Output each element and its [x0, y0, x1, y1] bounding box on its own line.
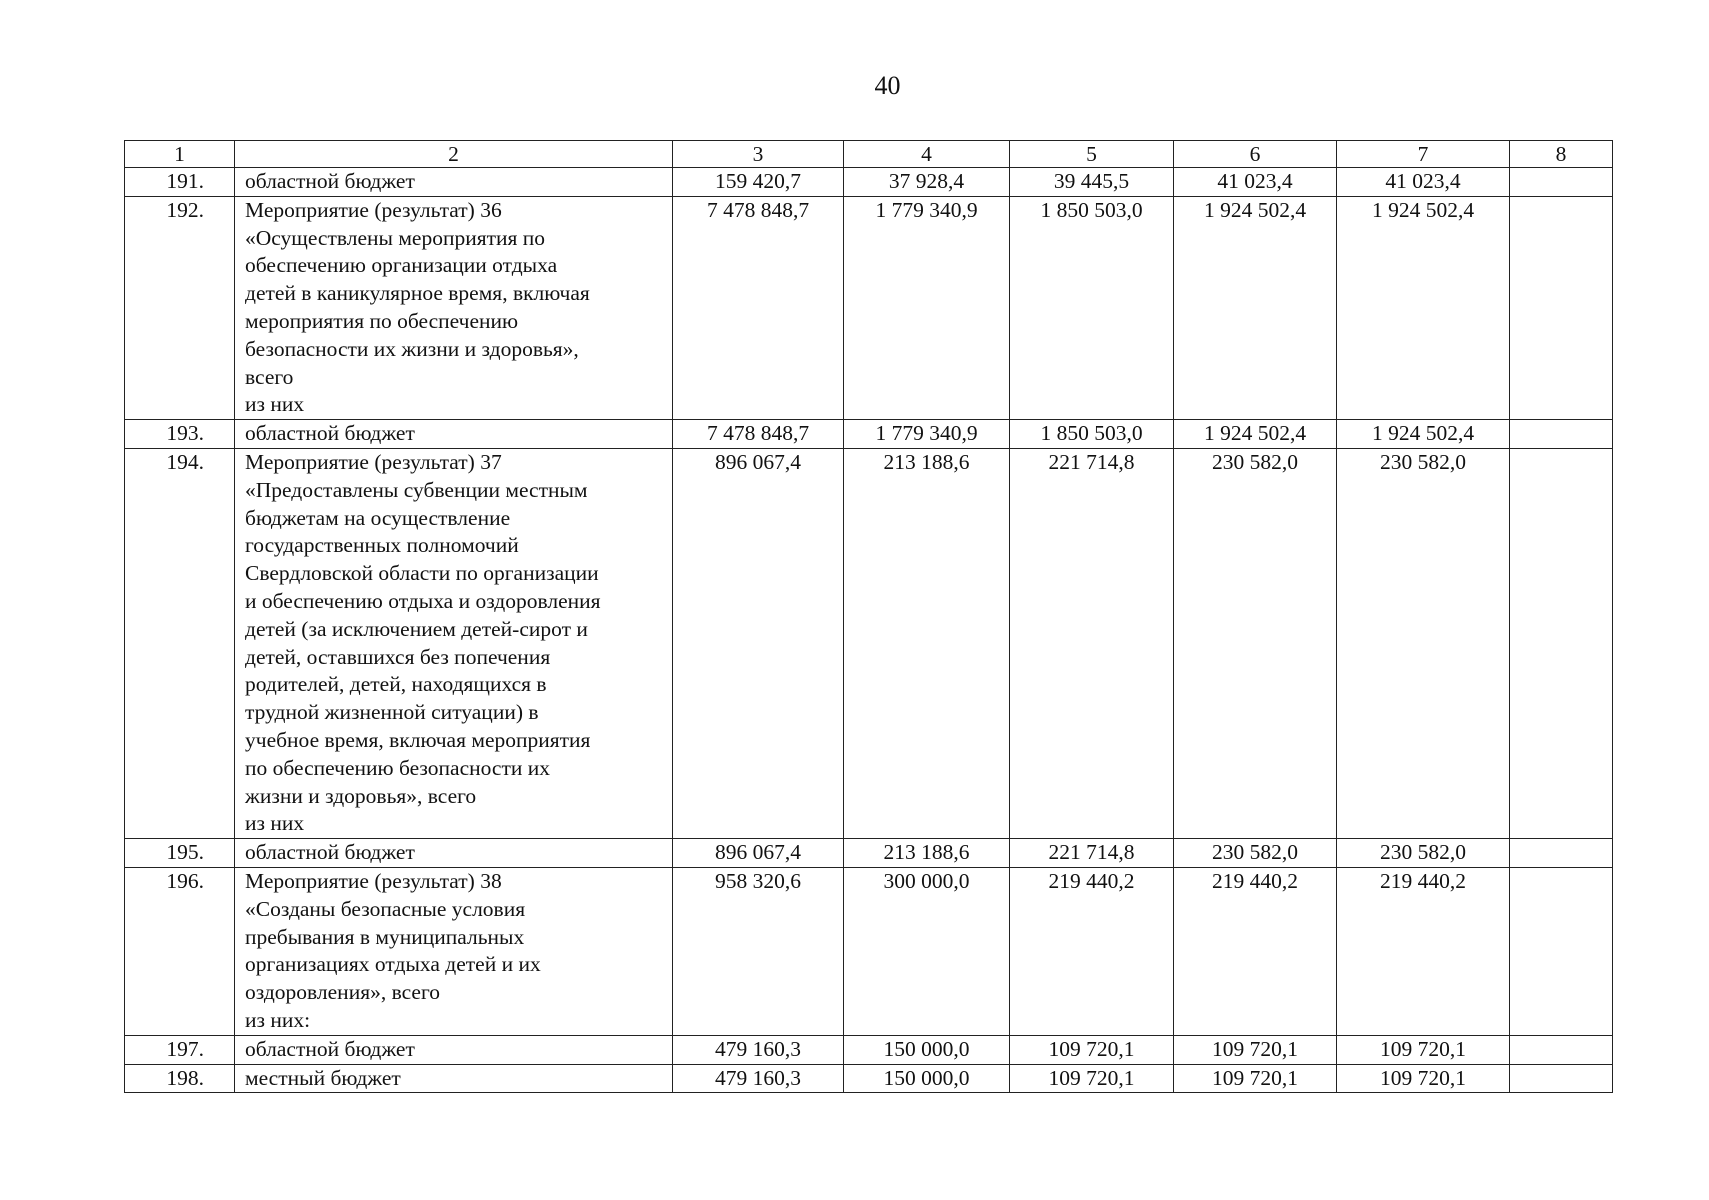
row-name: Мероприятие (результат) 36 «Осуществлены мероприятия по обеспечению организации отдыха детей в каникулярное время, включая мероприятия по обеспечению безопасности их жизни и здоровья», всего из них [235, 196, 673, 419]
table-row [125, 448, 1613, 838]
value-col-7: 109 720,1 [1337, 1064, 1510, 1093]
value-col-8 [1510, 1035, 1613, 1064]
value-col-3: 896 067,4 [673, 448, 844, 838]
table-row [125, 420, 1613, 449]
value-col-6: 1 924 502,4 [1174, 196, 1337, 419]
value-col-3: 7 478 848,7 [673, 420, 844, 449]
value-col-5: 221 714,8 [1010, 839, 1174, 868]
value-col-5: 109 720,1 [1010, 1035, 1174, 1064]
value-col-5: 221 714,8 [1010, 448, 1174, 838]
value-col-6: 219 440,2 [1174, 867, 1337, 1035]
value-col-6: 230 582,0 [1174, 448, 1337, 838]
row-name: областной бюджет [235, 168, 673, 197]
value-col-3: 159 420,7 [673, 168, 844, 197]
row-name: Мероприятие (результат) 37 «Предоставлены субвенции местным бюджетам на осуществление государственных полномочий Свердловской области по организации и обеспечению отдыха и оздоровления детей (за исключением детей-сирот и детей, оставшихся без попечения родителей, детей, находящихся в трудной жизненной ситуации) в учебное время, включая мероприятия по обеспечению безопасности их жизни и здоровья», всего из них [235, 448, 673, 838]
header-cell: 8 [1510, 141, 1613, 168]
value-col-7: 230 582,0 [1337, 448, 1510, 838]
row-name: областной бюджет [235, 1035, 673, 1064]
value-col-8 [1510, 839, 1613, 868]
page-number: 40 [874, 71, 901, 100]
value-col-3: 7 478 848,7 [673, 196, 844, 419]
value-col-3: 896 067,4 [673, 839, 844, 868]
value-col-4: 1 779 340,9 [844, 196, 1010, 419]
value-col-7: 1 924 502,4 [1337, 420, 1510, 449]
header-cell: 4 [844, 141, 1010, 168]
header-cell: 1 [125, 141, 235, 168]
value-col-4: 213 188,6 [844, 448, 1010, 838]
table-row [125, 839, 1613, 868]
header-cell: 2 [235, 141, 673, 168]
table-row [125, 1035, 1613, 1064]
header-cell: 7 [1337, 141, 1510, 168]
value-col-7: 41 023,4 [1337, 168, 1510, 197]
value-col-7: 1 924 502,4 [1337, 196, 1510, 419]
value-col-8 [1510, 420, 1613, 449]
row-number: 192. [125, 196, 235, 419]
table-row [125, 196, 1613, 419]
value-col-6: 109 720,1 [1174, 1064, 1337, 1093]
header-cell: 3 [673, 141, 844, 168]
row-number: 191. [125, 168, 235, 197]
budget-table [124, 140, 1613, 1093]
row-number: 193. [125, 420, 235, 449]
table-row [125, 168, 1613, 197]
value-col-4: 150 000,0 [844, 1035, 1010, 1064]
value-col-5: 109 720,1 [1010, 1064, 1174, 1093]
value-col-4: 300 000,0 [844, 867, 1010, 1035]
value-col-7: 219 440,2 [1337, 867, 1510, 1035]
value-col-8 [1510, 1064, 1613, 1093]
value-col-4: 1 779 340,9 [844, 420, 1010, 449]
header-cell: 5 [1010, 141, 1174, 168]
value-col-3: 479 160,3 [673, 1035, 844, 1064]
row-number: 196. [125, 867, 235, 1035]
value-col-7: 109 720,1 [1337, 1035, 1510, 1064]
table-body [125, 168, 1613, 1093]
value-col-8 [1510, 168, 1613, 197]
table-row [125, 1064, 1613, 1093]
row-name: областной бюджет [235, 839, 673, 868]
value-col-8 [1510, 196, 1613, 419]
row-number: 194. [125, 448, 235, 838]
table-header-row [125, 141, 1613, 168]
row-name: Мероприятие (результат) 38 «Созданы безопасные условия пребывания в муниципальных организациях отдыха детей и их оздоровления», всего из них: [235, 867, 673, 1035]
value-col-6: 230 582,0 [1174, 839, 1337, 868]
value-col-5: 1 850 503,0 [1010, 420, 1174, 449]
row-name: областной бюджет [235, 420, 673, 449]
value-col-3: 479 160,3 [673, 1064, 844, 1093]
value-col-8 [1510, 448, 1613, 838]
table-row [125, 867, 1613, 1035]
value-col-8 [1510, 867, 1613, 1035]
value-col-4: 150 000,0 [844, 1064, 1010, 1093]
header-cell: 6 [1174, 141, 1337, 168]
value-col-7: 230 582,0 [1337, 839, 1510, 868]
row-number: 195. [125, 839, 235, 868]
value-col-6: 41 023,4 [1174, 168, 1337, 197]
row-number: 198. [125, 1064, 235, 1093]
value-col-5: 39 445,5 [1010, 168, 1174, 197]
value-col-6: 1 924 502,4 [1174, 420, 1337, 449]
value-col-3: 958 320,6 [673, 867, 844, 1035]
value-col-6: 109 720,1 [1174, 1035, 1337, 1064]
value-col-4: 213 188,6 [844, 839, 1010, 868]
value-col-4: 37 928,4 [844, 168, 1010, 197]
value-col-5: 1 850 503,0 [1010, 196, 1174, 419]
row-name: местный бюджет [235, 1064, 673, 1093]
row-number: 197. [125, 1035, 235, 1064]
value-col-5: 219 440,2 [1010, 867, 1174, 1035]
